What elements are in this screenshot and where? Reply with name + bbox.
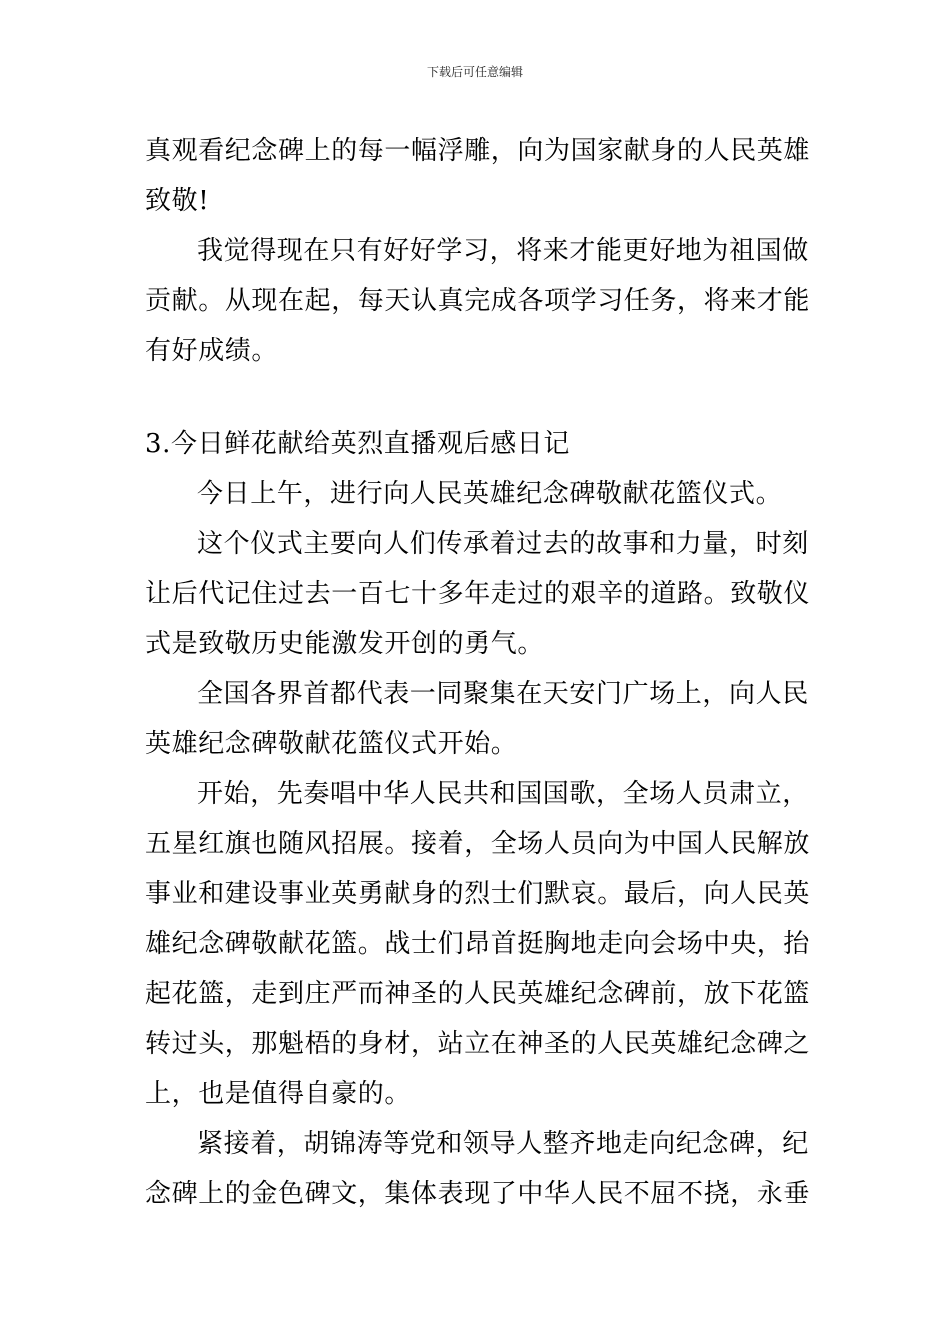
body-line: 开始，先奏唱中华人民共和国国歌，全场人员肃立， [197,779,809,809]
body-line: 我觉得现在只有好好学习，将来才能更好地为祖国做 [197,236,809,266]
body-line: 这个仪式主要向人们传承着过去的故事和力量，时刻 [197,529,809,559]
paragraph-gap [145,376,807,419]
body-line: 紧接着，胡锦涛等党和领导人整齐地走向纪念碑，纪 [197,1129,809,1159]
body-line: 雄纪念碑敬献花篮。战士们昂首挺胸地走向会场中央，抬 [145,929,811,959]
document-body [145,126,811,1219]
page-header-note: 下载后可任意编辑 [426,65,523,79]
body-line: 事业和建设事业英勇献身的烈士们默哀。最后，向人民英 [145,879,811,909]
body-line: 贡献。从现在起，每天认真完成各项学习任务，将来才能 [145,286,811,316]
body-line: 全国各界首都代表一同聚集在天安门广场上，向人民 [197,679,809,709]
section-heading: 3.今日鲜花献给英烈直播观后感日记 [145,429,571,459]
body-line: 起花篮，走到庄严而神圣的人民英雄纪念碑前，放下花篮 [145,979,811,1009]
body-line: 有好成绩。 [145,336,279,366]
body-line: 致敬! [145,186,210,216]
body-line: 转过头，那魁梧的身材，站立在神圣的人民英雄纪念碑之 [145,1029,811,1059]
body-line: 念碑上的金色碑文，集体表现了中华人民不屈不挠，永垂 [145,1179,811,1209]
body-line: 让后代记住过去一百七十多年走过的艰辛的道路。致敬仪 [145,579,811,609]
body-line: 英雄纪念碑敬献花篮仪式开始。 [145,729,518,759]
body-line: 五星红旗也随风招展。接着，全场人员向为中国人民解放 [145,829,811,859]
body-line: 上，也是值得自豪的。 [145,1079,412,1109]
body-line: 真观看纪念碑上的每一幅浮雕，向为国家献身的人民英雄 [145,136,811,166]
body-line: 今日上午，进行向人民英雄纪念碑敬献花篮仪式。 [197,479,783,509]
body-line: 式是致敬历史能激发开创的勇气。 [145,629,545,659]
